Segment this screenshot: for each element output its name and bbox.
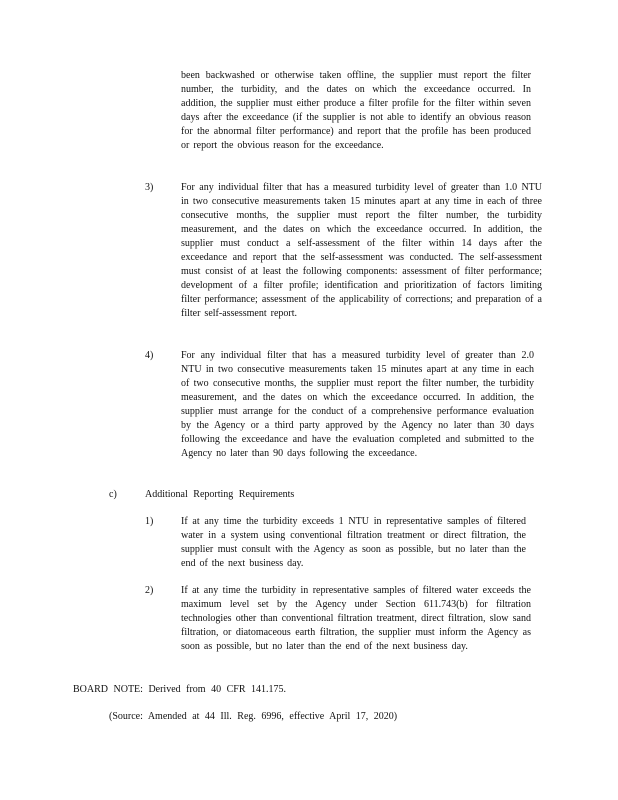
item-marker-3: 3) [145, 182, 154, 193]
section-c-item-1-paragraph: If at any time the turbidity exceeds 1 NTU in representative samples of filtered water in a system using conventional filtration treatment or direct filtration, the supplier must consult with the Agency as soon as possible, but no later than the end of the next business day. [181, 516, 526, 569]
board-note: BOARD NOTE: Derived from 40 CFR 141.175. [73, 684, 286, 695]
item-4-paragraph: For any individual filter that has a measured turbidity level of greater than 2.0 NTU in two consecutive measurements taken 15 minutes apart at any time in each of two consecutive months, the supplier must report the filter number, the turbidity measurement, and the dates on which the exceedance occurred. In addition, the supplier must arrange for the conduct of a comprehensive performance evaluation by the Agency or a third party approved by the Agency no later than 30 days following the exceedance and have the evaluation completed and submitted to the Agency no later than 90 days following the exceedance. [181, 350, 534, 459]
item-3-paragraph: For any individual filter that has a measured turbidity level of greater than 1.0 NTU in two consecutive measurements taken 15 minutes apart at any time in each of three consecutive months, the supplier must report the filter number, the turbidity measurement, and the dates on which the exceedance occurred. In addition, the supplier must conduct a self-assessment of the filter within 14 days after the exceedance and report that the self-assessment was conducted. The self-assessment must consist of at least the following components: assessment of filter performance; development of a filter profile; identification and prioritization of factors limiting filter performance; assessment of the applicability of corrections; and preparation of a filter self-assessment report. [181, 182, 542, 319]
item-marker-4: 4) [145, 350, 154, 361]
section-c-item-2-paragraph: If at any time the turbidity in representative samples of filtered water exceeds the maximum level set by the Agency under Section 611.743(b) for filtration technologies other than conventional filtration treatment, direct filtration, slow sand filtration, or diatomaceous earth filtration, the supplier must inform the Agency as soon as possible, but no later than the end of the next business day. [181, 585, 531, 652]
section-c-item-marker-1: 1) [145, 516, 154, 527]
section-c-heading: Additional Reporting Requirements [145, 489, 295, 500]
source-citation: (Source: Amended at 44 Ill. Reg. 6996, effective April 17, 2020) [109, 711, 398, 722]
continuation-paragraph: been backwashed or otherwise taken offline, the supplier must report the filter number, the turbidity, and the dates on which the exceedance occurred. In addition, the supplier must either produce a filter profile for the filter within seven days after the exceedance (if the supplier is not able to identify an obvious reason for the abnormal filter performance) and report that the profile has been produced or report the obvious reason for the exceedance. [181, 70, 531, 151]
section-c-marker: c) [109, 489, 117, 500]
section-c-item-marker-2: 2) [145, 585, 154, 596]
